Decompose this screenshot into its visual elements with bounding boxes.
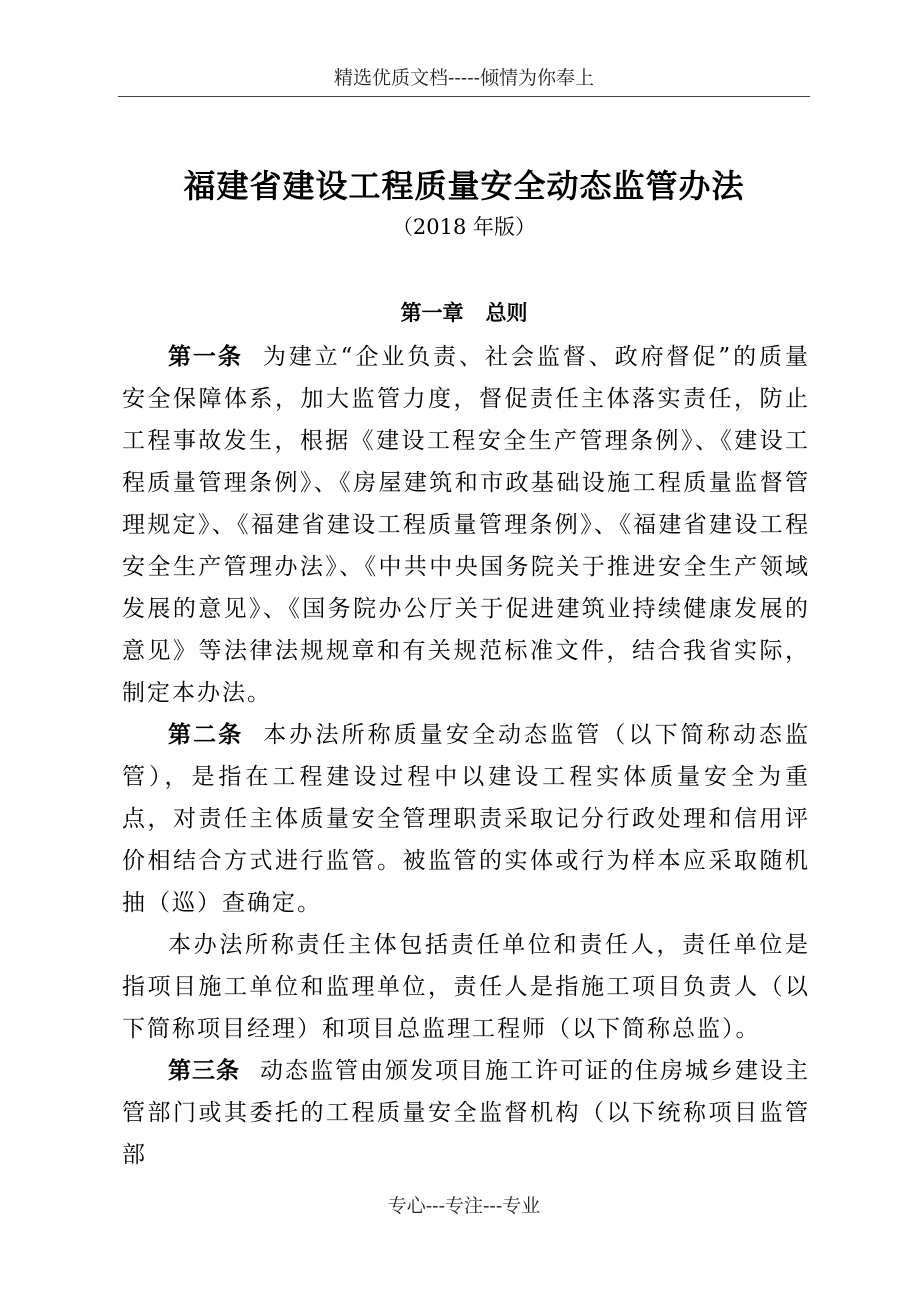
article-number: 第二条 [168,722,244,748]
document-subtitle: （2018 年版） [391,215,537,239]
article-number: 第一条 [168,344,243,370]
article-2 [122,714,810,924]
article-text: 为建立“企业负责、社会监督、政府督促”的质量安全保障体系，加大监管力度，督促责任主体落实责任，防止工程事故发生，根据《建设工程安全生产管理条例》、《建设工程质量管理条例》、《房屋建筑和市政基础设施工程质量监督管理规定》、《福建省建设工程质量管理条例》、《福建省建设工程安全生产管理办法》、《中共中央国务院关于推进安全生产领域发展的意见》、《国务院办公厅关于促进建筑业持续健康发展的意见》等法律法规规章和有关规范标准文件，结合我省实际，制定本办法。 [122,344,810,706]
article-3 [122,1050,810,1176]
header-divider [118,96,810,97]
document-title: 福建省建设工程质量安全动态监管办法 [183,167,745,205]
page-header: 精选优质文档-----倾情为你奉上 [333,67,595,89]
paragraph-text: 本办法所称责任主体包括责任单位和责任人，责任单位是指项目施工单位和监理单位，责任人是指施工项目负责人（以下简称项目经理）和项目总监理工程师（以下简称总监）。 [122,932,810,1042]
article-1 [122,336,810,714]
article-text: 动态监管由颁发项目施工许可证的住房城乡建设主管部门或其委托的工程质量安全监督机构（以下统称项目监管部 [122,1058,810,1168]
chapter-heading: 第一章 总则 [400,301,528,325]
page-footer: 专心---专注---专业 [387,1195,541,1217]
article-2-paragraph-2 [122,924,810,1050]
document-body [122,336,810,1176]
article-text: 本办法所称质量安全动态监管（以下简称动态监管），是指在工程建设过程中以建设工程实体质量安全为重点，对责任主体质量安全管理职责采取记分行政处理和信用评价相结合方式进行监管。被监管的实体或行为样本应采取随机抽（巡）查确定。 [122,722,811,916]
article-number: 第三条 [168,1058,240,1084]
